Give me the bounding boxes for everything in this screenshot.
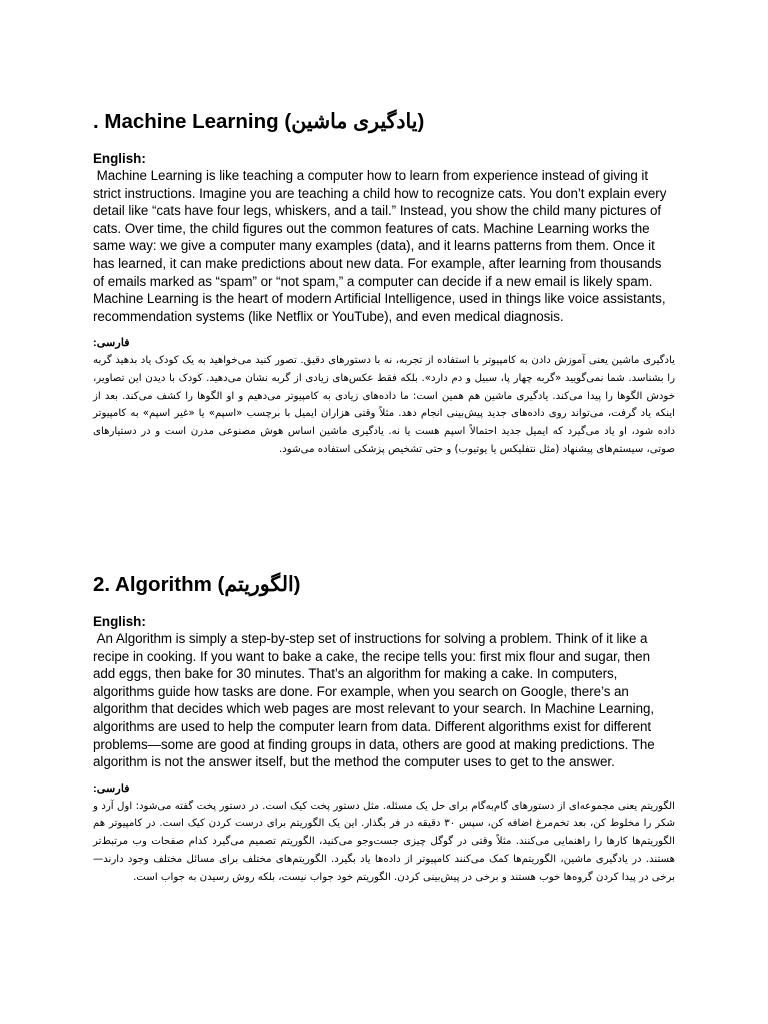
farsi-paragraph: یادگیری ماشین یعنی آموزش دادن به کامپیوتر با استفاده از تجربه، نه با دستورهای دقیق. تصور کنید می‌خواهید به یک کودک یاد بدهید گربه را بشناسد. شما نمی‌گویید «گربه چهار پا، سبیل و دم دارد». بلکه فقط عکس‌های زیادی از گربه نشان می‌دهید. کودک با دیدن این تصاویر، خودش الگوها را پیدا می‌کند. یادگیری ماشین هم همین است: ما داده‌های زیادی به کامپیوتر می‌دهیم و او الگوها را کشف می‌کند. بعد از اینکه یاد گرفت، می‌تواند روی داده‌های جدید پیش‌بینی انجام دهد. مثلاً وقتی هزاران ایمیل با برچسب «اسپم» یا «غیر اسپم» به کامپیوتر داده شود، او یاد می‌گیرد که ایمیل جدید احتمالاً اسپم هست یا نه. یادگیری ماشین اساس هوش مصنوعی مدرن است و در دستیارهای صوتی، سیستم‌های پیشنهاد (مثل نتفلیکس یا یوتیوب) و حتی تشخیص پزشکی استفاده می‌شود. (93, 355, 675, 455)
farsi-paragraph: الگوریتم یعنی مجموعه‌ای از دستورهای گام‌به‌گام برای حل یک مسئله. مثل دستور پخت کیک است. در دستور پخت گفته می‌شود: اول آرد و شکر را مخلوط کن، بعد تخم‌مرغ اضافه کن، سپس ۳۰ دقیقه در فر بگذار. این یک الگوریتم برای درست کردن کیک است. در کامپیوتر هم الگوریتم‌ها کارها را راهنمایی می‌کنند. مثلاً وقتی در گوگل چیزی جست‌وجو می‌کنید، الگوریتم تصمیم می‌گیرد کدام صفحات وب مرتبط‌تر هستند. در یادگیری ماشین، الگوریتم‌ها کمک می‌کنند کامپیوتر از داده‌ها یاد بگیرد. الگوریتم‌های مختلف برای مسائل مختلف وجود دارند—برخی در پیدا کردن گروه‌ها خوب هستند و برخی در پیش‌بینی کردن. الگوریتم خود جواب نیست، بلکه روش رسیدن به جواب است. (93, 800, 675, 883)
section-heading: 2. Algorithm (الگوریتم) (93, 573, 301, 596)
section-algorithm (93, 572, 675, 886)
english-label: English: (93, 614, 146, 629)
farsi-label: فارسی: (93, 782, 130, 795)
english-label: English: (93, 151, 146, 166)
english-paragraph: Machine Learning is like teaching a computer how to learn from experience instead of giving it strict instructions. Imagine you are teaching a child how to recognize cats. You don’t explain every detail like “cats have four legs, whiskers, and a tail.” Instead, you show the child many pictures of cats. Over time, the child figures out the common features of cats. Machine Learning works the same way: we give a computer many examples (data), and it learns patterns from them. Once it has learned, it can make predictions about new data. For example, after learning from thousands of emails marked as “spam” or “not spam,” a computer can decide if a new email is likely spam. Machine Learning is the heart of modern Artificial Intelligence, used in things like voice assistants, recommendation systems (like Netflix or YouTube), and even medical diagnosis. (93, 168, 671, 324)
english-paragraph: An Algorithm is simply a step-by-step set of instructions for solving a problem. Think of it like a recipe in cooking. If you want to bake a cake, the recipe tells you: first mix flour and sugar, then add eggs, then bake for 30 minutes. That’s an algorithm for making a cake. In computers, algorithms guide how tasks are done. For example, when you search on Google, there’s an algorithm that decides which web pages are most relevant to your search. In Machine Learning, algorithms are used to help the computer learn from data. Different algorithms exist for different problems—some are good at finding groups in data, others are good at making predictions. The algorithm is not the answer itself, but the method the computer uses to get to the answer. (93, 631, 659, 770)
farsi-label: فارسی: (93, 337, 130, 350)
section-heading: . Machine Learning (یادگیری ماشین) (93, 110, 425, 133)
section-machine-learning (93, 109, 675, 459)
